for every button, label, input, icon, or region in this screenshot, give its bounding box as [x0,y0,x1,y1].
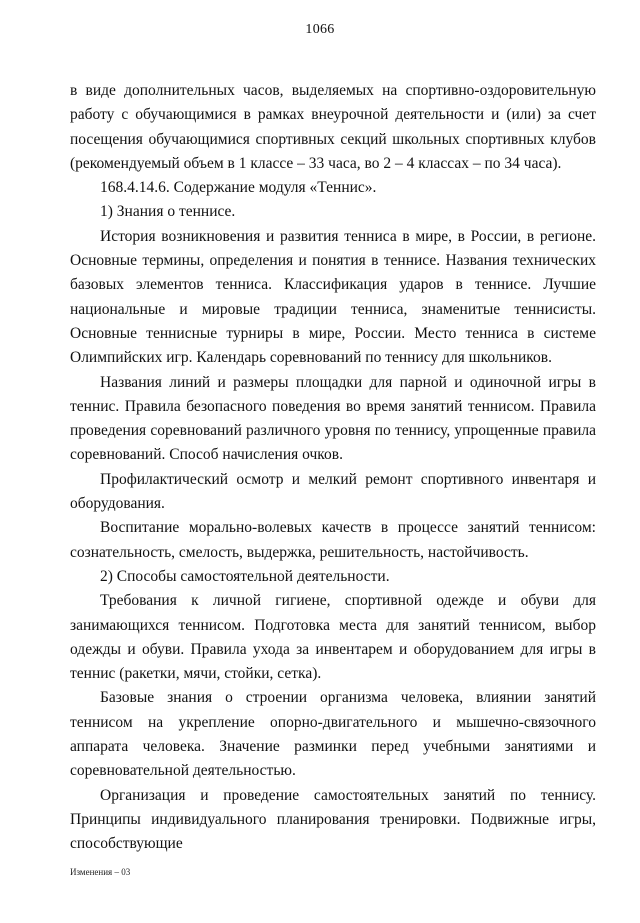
paragraph-body-knowledge: Базовые знания о строении организма человека, влиянии занятий теннисом на укрепление опорно-двигательного и мышечно-связочного аппарата человека. Значение разминки перед учебными занятиями и соревновательной деятельностью. [70,689,596,780]
paragraph-court-rules: Названия линий и размеры площадки для парной и одиночной игры в теннис. Правила безопасного поведения во время занятий теннисом. Правила проведения соревнований различного уровня по теннису, упрощенные правила соревнований. Способ начисления очков. [70,373,596,464]
paragraph-continuation: в виде дополнительных часов, выделяемых на спортивно-оздоровительную работу с обучающимися в рамках внеурочной деятельности и (или) за счет посещения обучающимися спортивных секций школьных спортивных клубов (рекомендуемый объем в 1 классе – 33 часа, во 2 – 4 классах – по 34 часа). [70,82,596,172]
subsection-heading-self-activity: 2) Способы самостоятельной деятельности. [100,567,390,585]
subsection-heading-knowledge: 1) Знания о теннисе. [100,203,236,221]
document-body [70,79,596,857]
paragraph-equipment-maintenance: Профилактический осмотр и мелкий ремонт спортивного инвентаря и оборудования. [70,470,596,513]
paragraph-moral-qualities: Воспитание морально-волевых качеств в процессе занятий теннисом: сознательность, смелость, выдержка, решительность, настойчивость. [70,519,596,561]
page-number: 1066 [305,22,335,37]
paragraph-self-training: Организация и проведение самостоятельных занятий по теннису. Принципы индивидуального планирования тренировки. Подвижные игры, способствующие [70,786,596,853]
paragraph-hygiene: Требования к личной гигиене, спортивной одежде и обуви для занимающихся теннисом. Подготовка места для занятий теннисом, выбор одежды и обуви. Правила ухода за инвентарем и оборудованием для игры в теннис (ракетки, мячи, стойки, сетка). [70,592,596,683]
footer-revision-note: Изменения – 03 [70,867,131,877]
paragraph-history: История возникновения и развития тенниса в мире, в России, в регионе. Основные термины, определения и понятия в теннисе. Названия технических базовых элементов тенниса. Классификация ударов в теннисе. Лучшие национальные и мировые традиции тенниса, знаменитые теннисисты. Основные теннисные турниры в мире, России. Место тенниса в системе Олимпийских игр. Календарь соревнований по теннису для школьников. [70,227,596,367]
section-heading-tennis-module: 168.4.14.6. Содержание модуля «Теннис». [100,179,377,197]
